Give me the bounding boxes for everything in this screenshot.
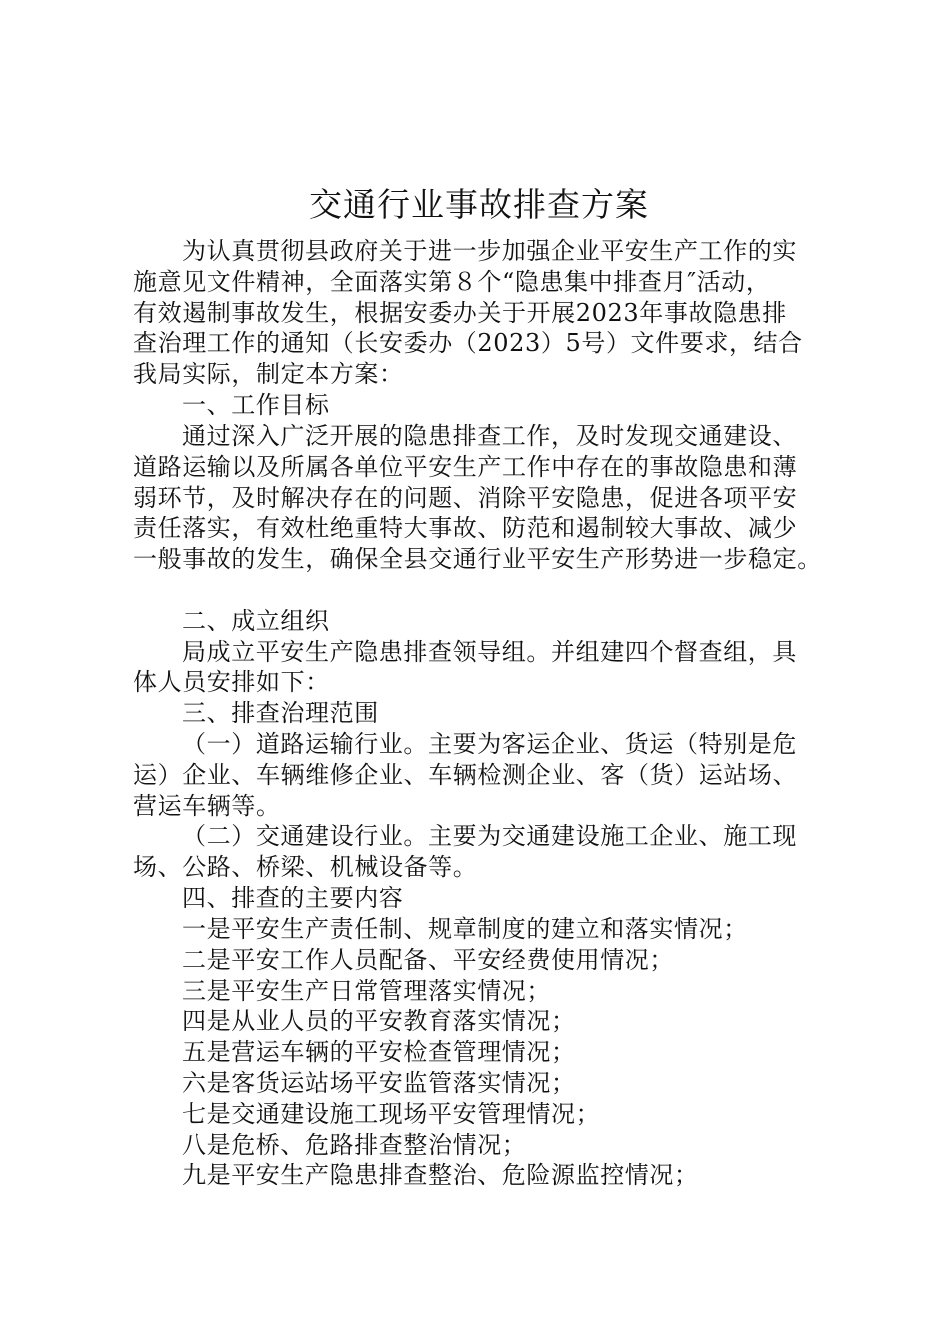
section-heading: 四、排查的主要内容 (182, 884, 404, 912)
list-item: 七是交通建设施工现场平安管理情况； (182, 1100, 601, 1128)
paragraph-line: （一）道路运输行业。主要为客运企业、货运（特别是危 (182, 730, 797, 758)
list-item: 五是营运车辆的平安检查管理情况； (182, 1038, 576, 1066)
paragraph-line: 场、公路、桥梁、机械设备等。 (133, 853, 478, 881)
paragraph-line: 我局实际，制定本方案： (133, 360, 404, 388)
paragraph-line: 营运车辆等。 (133, 792, 281, 820)
list-item: 九是平安生产隐患排查整治、危险源监控情况； (182, 1161, 699, 1189)
paragraph-line: 通过深入广泛开展的隐患排查工作，及时发现交通建设、 (182, 422, 797, 450)
section-heading: 二、成立组织 (182, 607, 330, 635)
paragraph-line: 一般事故的发生，确保全县交通行业平安生产形势进一步稳定。 (133, 545, 822, 573)
list-item: 六是客货运站场平安监管落实情况； (182, 1069, 576, 1097)
list-item: 八是危桥、危路排查整治情况； (182, 1131, 527, 1159)
section-heading: 三、排查治理范围 (182, 699, 379, 727)
paragraph-line: 道路运输以及所属各单位平安生产工作中存在的事故隐患和薄 (133, 453, 798, 481)
paragraph-line: 体人员安排如下： (133, 668, 330, 696)
list-item: 三是平安生产日常管理落实情况； (182, 977, 551, 1005)
section-heading: 一、工作目标 (182, 391, 330, 419)
paragraph-line: 查治理工作的通知（长安委办（2023）5号）文件要求，结合 (133, 329, 803, 357)
paragraph-line: 有效遏制事故发生，根据安委办关于开展2023年事故隐患排 (133, 299, 787, 327)
paragraph-line: 局成立平安生产隐患排查领导组。并组建四个督查组，具 (182, 638, 797, 666)
list-item: 四是从业人员的平安教育落实情况； (182, 1007, 576, 1035)
paragraph-line: 弱环节，及时解决存在的问题、消除平安隐患，促进各项平安 (133, 484, 798, 512)
document-title: 交通行业事故排查方案 (309, 185, 649, 224)
paragraph-line: 责任落实，有效杜绝重特大事故、防范和遏制较大事故、减少 (133, 514, 798, 542)
paragraph-line: 为认真贯彻县政府关于进一步加强企业平安生产工作的实 (182, 237, 797, 265)
list-item: 一是平安生产责任制、规章制度的建立和落实情况； (182, 915, 748, 943)
paragraph-line: 运）企业、车辆维修企业、车辆检测企业、客（货）运站场、 (133, 761, 798, 789)
list-item: 二是平安工作人员配备、平安经费使用情况； (182, 946, 674, 974)
paragraph-line: （二）交通建设行业。主要为交通建设施工企业、施工现 (182, 822, 797, 850)
paragraph-line: 施意见文件精神，全面落实第８个“隐患集中排查月″活动， (133, 268, 771, 296)
